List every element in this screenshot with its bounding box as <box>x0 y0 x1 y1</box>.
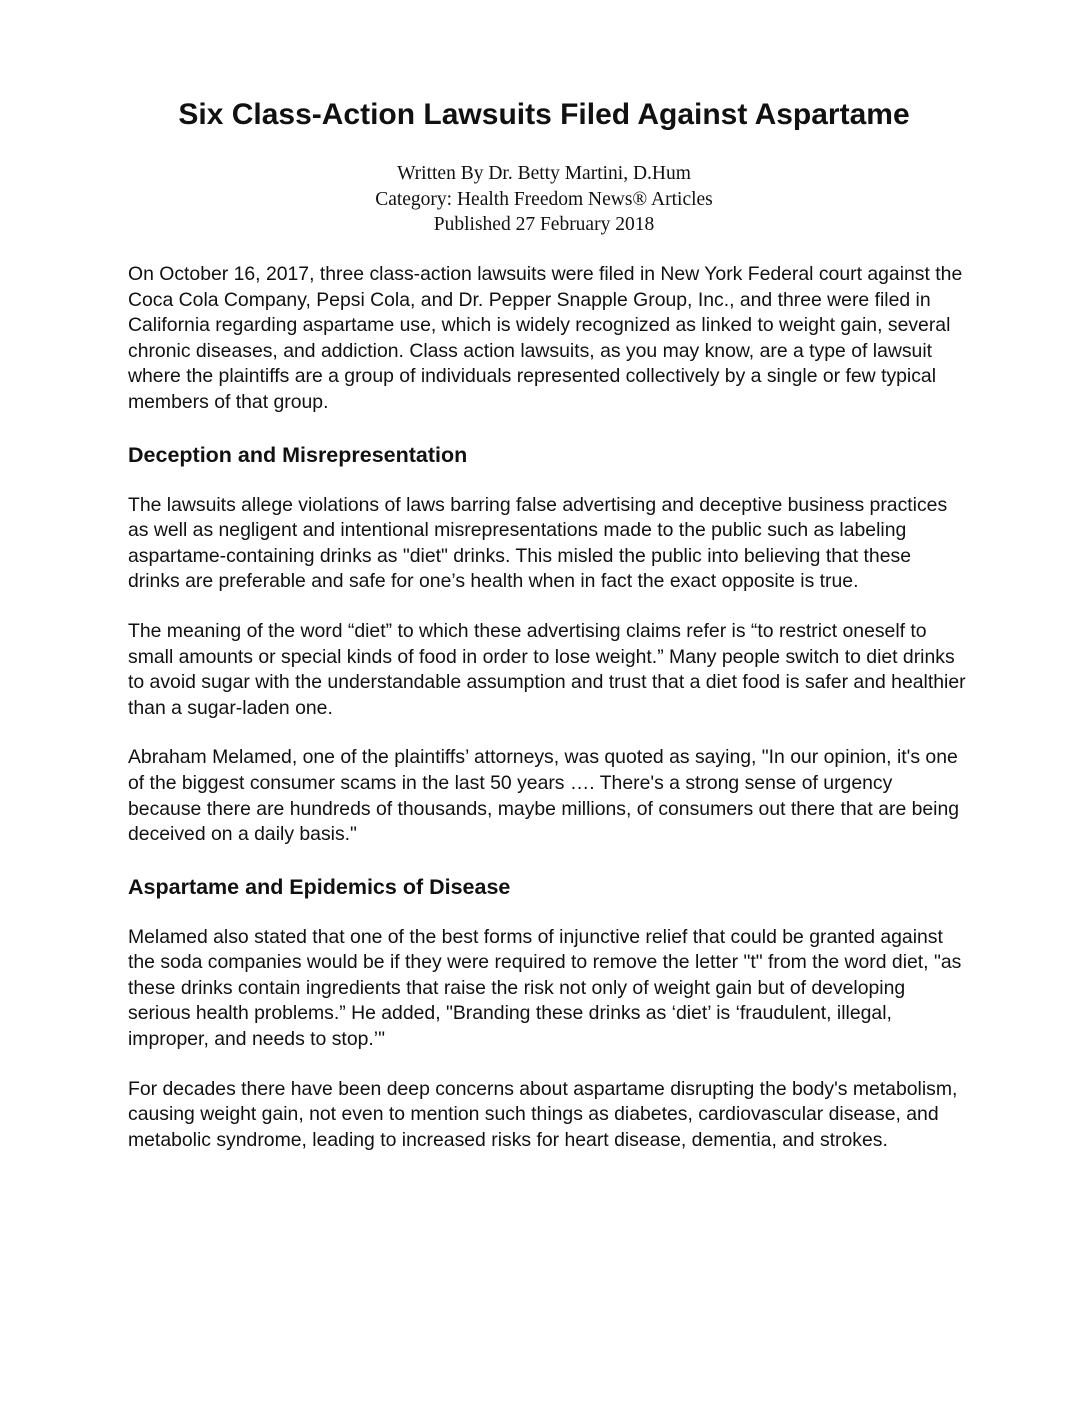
article-body <box>128 262 968 1153</box>
category-line: Category: Health Freedom News® Articles <box>375 188 713 210</box>
body-paragraph: The meaning of the word “diet” to which these advertising claims refer is “to restrict oneself to small amounts or special kinds of food in order to lose weight.” Many people switch to diet drinks to avoid sugar with the understandable assumption and trust that a diet food is safer and healthier than a sugar-laden one. <box>128 619 966 719</box>
intro-paragraph: On October 16, 2017, three class-action lawsuits were filed in New York Federal court against the Coca Cola Company, Pepsi Cola, and Dr. Pepper Snapple Group, Inc., and three were filed in California regarding aspartame use, which is widely recognized as linked to weight gain, several chronic diseases, and addiction. Class action lawsuits, as you may know, are a type of lawsuit where the plaintiffs are a group of individuals represented collectively by a single or few typical members of that group. <box>128 263 963 413</box>
published-date: Published 27 February 2018 <box>433 214 655 235</box>
body-paragraph: The lawsuits allege violations of laws barring false advertising and deceptive business practices as well as negligent and intentional misrepresentations made to the public such as labeling aspartame-containing drinks as "diet" drinks. This misled the public into believing that these drinks are preferable and safe for one’s health when in fact the exact opposite is true. <box>128 493 948 593</box>
section-heading: Deception and Misrepresentation <box>128 442 468 467</box>
section-heading: Aspartame and Epidemics of Disease <box>128 874 511 899</box>
body-paragraph: Abraham Melamed, one of the plaintiffs’ attorneys, was quoted as saying, "In our opinion, it's one of the biggest consumer scams in the last 50 years …. There's a strong sense of urgency because there are hundreds of thousands, maybe millions, of consumers out there that are being deceived on a daily basis." <box>128 746 960 846</box>
body-paragraph: For decades there have been deep concerns about aspartame disrupting the body's metabolism, causing weight gain, not even to mention such things as diabetes, cardiovascular disease, and metabolic syndrome, leading to increased risks for heart disease, dementia, and strokes. <box>128 1077 958 1151</box>
author-line: Written By Dr. Betty Martini, D.Hum <box>397 163 691 184</box>
article-byline <box>0 161 1088 238</box>
body-paragraph: Melamed also stated that one of the best forms of injunctive relief that could be granted against the soda companies would be if they were required to remove the letter "t" from the word diet, "as these drinks contain ingredients that raise the risk not only of weight gain but of developing serious health problems.” He added, "Branding these drinks as ‘diet’ is ‘fraudulent, illegal, improper, and needs to stop.’" <box>128 925 962 1051</box>
article-title: Six Class-Action Lawsuits Filed Against Aspartame <box>178 98 910 131</box>
